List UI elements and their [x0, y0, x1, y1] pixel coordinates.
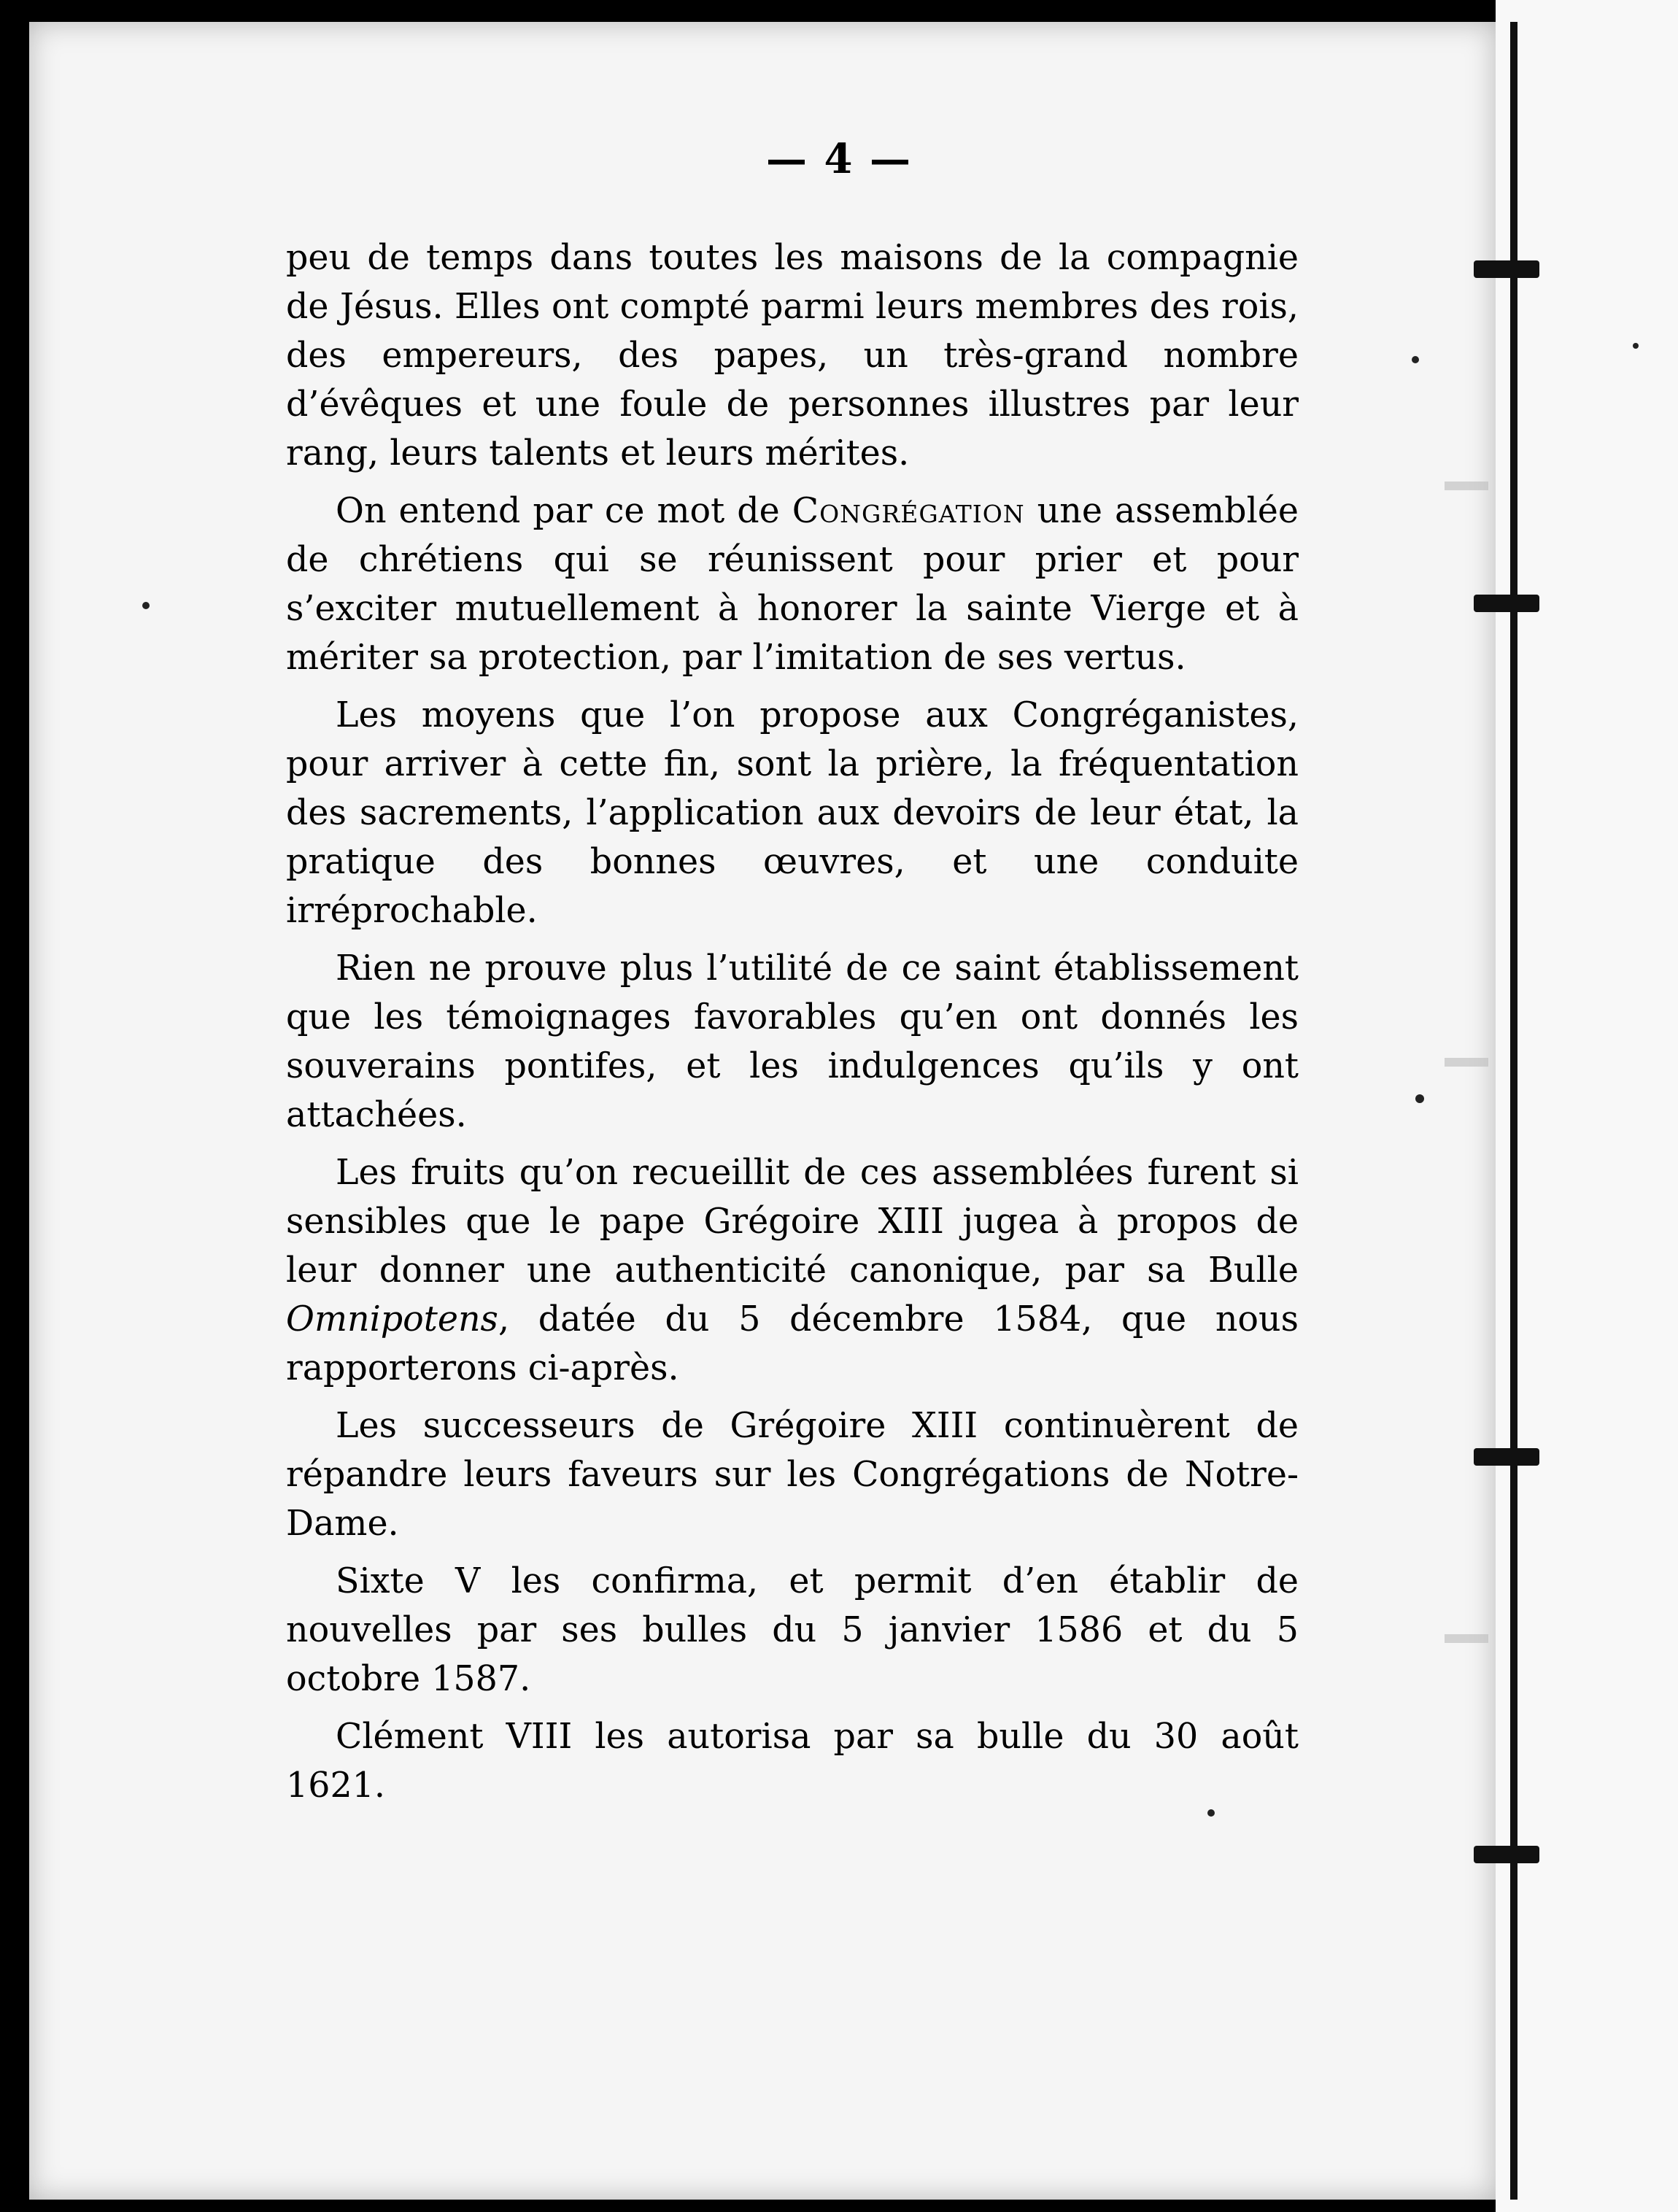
page-number: — 4 — — [766, 135, 912, 183]
binding-thread — [1510, 22, 1517, 2200]
binding-stitch — [1474, 1846, 1539, 1863]
paragraph: Clément VIII les autorisa par sa bulle du 30 août 1621. — [286, 1717, 1299, 1806]
binding-margin — [1496, 0, 1678, 2212]
binding-stitch — [1474, 1448, 1539, 1466]
bleed-through-mark — [1445, 482, 1488, 490]
binding-stitch — [1474, 260, 1539, 278]
paragraph-text: On entend par ce mot de — [336, 491, 792, 531]
term-congregation: Congrégation — [792, 491, 1025, 531]
ink-speck — [1412, 356, 1419, 363]
paragraph: Les moyens que l’on propose aux Congréganistes, pour arriver à cette fin, sont la prière, la fréquentation des sacrements, l’application aux devoirs de leur état, la pratique des bonnes œuvres, et une conduite irréprochable. — [286, 695, 1299, 931]
paragraph-text: , datée du 5 décembre 1584, que nous rapporterons ci-après. — [286, 1299, 1299, 1388]
paragraph-text: une assemblée de chrétiens qui se réunissent pour prier et pour s’exciter mutuellement à honorer la sainte Vierge et à mériter sa protection, par l’imitation de ses vertus. — [286, 491, 1299, 678]
paragraph: Les successeurs de Grégoire XIII continuèrent de répandre leurs faveurs sur les Congrégations de Notre-Dame. — [286, 1406, 1299, 1544]
bleed-through-mark — [1445, 1058, 1488, 1067]
paragraph: peu de temps dans toutes les maisons de la compagnie de Jésus. Elles ont compté parmi leurs membres des rois, des empereurs, des papes, un très-grand nombre d’évêques et une foule de personnes illustres par leur rang, leurs talents et leurs mérites. — [286, 238, 1299, 473]
ink-speck — [1415, 1094, 1424, 1103]
paragraph: Rien ne prouve plus l’utilité de ce saint établissement que les témoignages favorables qu’en ont donnés les souverains pontifes, et les indulgences qu’ils y ont attachées. — [286, 948, 1299, 1135]
paragraph: Sixte V les confirma, et permit d’en établir de nouvelles par ses bulles du 5 janvier 1586 et du 5 octobre 1587. — [286, 1561, 1299, 1699]
bleed-through-mark — [1445, 1634, 1488, 1643]
bull-title: Omnipotens — [286, 1299, 498, 1339]
binding-stitch — [1474, 595, 1539, 612]
paragraph — [286, 1148, 1299, 1393]
body-text — [286, 233, 1299, 1819]
paragraph — [286, 487, 1299, 682]
ink-speck — [142, 602, 150, 609]
ink-speck — [1633, 343, 1639, 349]
paragraph-text: Les fruits qu’on recueillit de ces assemblées furent si sensibles que le pape Grégoire XIII jugea à propos de leur donner une authenticité canonique, par sa Bulle — [286, 1153, 1299, 1291]
